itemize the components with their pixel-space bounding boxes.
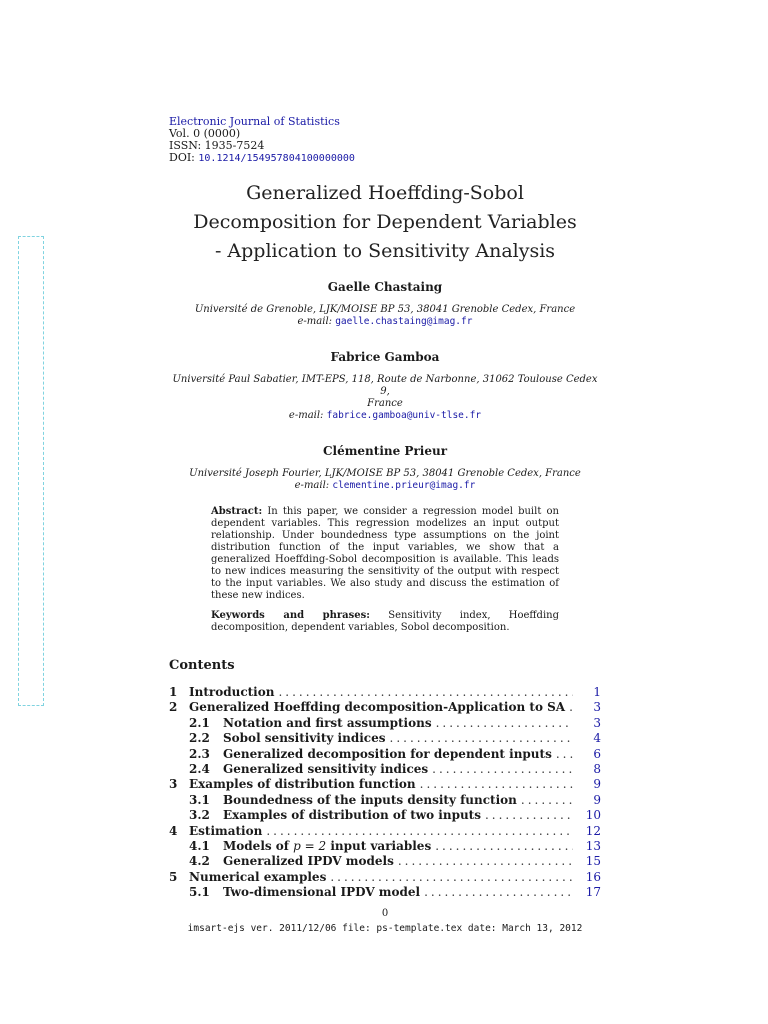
author-affiliation: Université Paul Sabatier, IMT-EPS, 118, Route de Narbonne, 31062 Toulouse Cedex 9, bbox=[172, 374, 598, 397]
toc-page-link[interactable]: 3 bbox=[593, 700, 601, 715]
toc-page-link[interactable]: 9 bbox=[593, 792, 601, 807]
toc-number: 2.4 bbox=[189, 761, 210, 776]
toc-page-link[interactable]: 12 bbox=[585, 823, 601, 838]
author-email bbox=[169, 410, 601, 422]
toc-page-link[interactable]: 8 bbox=[593, 761, 601, 776]
toc-title-math: p = 2 bbox=[293, 838, 327, 853]
paper-title bbox=[169, 179, 601, 266]
author-affiliation: Université Joseph Fourier, LJK/MOISE BP 53, 38041 Grenoble Cedex, France bbox=[189, 468, 581, 479]
toc-number: 4 bbox=[169, 823, 178, 838]
doi-label: DOI: bbox=[169, 151, 199, 164]
toc-page-link[interactable]: 16 bbox=[585, 869, 601, 884]
toc-number: 2 bbox=[169, 700, 178, 715]
toc-number: 2.3 bbox=[189, 746, 210, 761]
toc-page-link[interactable]: 13 bbox=[585, 838, 601, 853]
toc-number: 4.2 bbox=[189, 854, 210, 869]
toc-number: 3 bbox=[169, 777, 178, 792]
email-link[interactable]: fabrice.gamboa@univ-tlse.fr bbox=[326, 410, 482, 421]
toc-title-pre: Models of bbox=[223, 838, 294, 853]
doi-link[interactable]: 10.1214/154957804100000000 bbox=[198, 153, 355, 164]
toc-number: 1 bbox=[169, 685, 178, 699]
toc-entry-3[interactable] bbox=[169, 777, 601, 792]
toc-leader bbox=[424, 885, 573, 900]
author-email bbox=[169, 480, 601, 492]
toc-leader bbox=[435, 839, 573, 854]
toc-leader bbox=[266, 824, 573, 839]
email-label: e-mail: bbox=[288, 410, 324, 421]
toc-leader bbox=[521, 793, 573, 808]
toc-title: Introduction bbox=[189, 685, 275, 699]
table-of-contents bbox=[169, 685, 601, 900]
toc-entry-1[interactable] bbox=[169, 685, 601, 700]
toc-page-link[interactable]: 1 bbox=[593, 685, 601, 699]
keywords bbox=[211, 610, 559, 634]
toc-number: 2.1 bbox=[189, 715, 210, 730]
toc-entry-2[interactable] bbox=[169, 700, 601, 715]
toc-entry-2-4[interactable] bbox=[169, 762, 601, 777]
author-name: Fabrice Gamboa bbox=[330, 350, 440, 364]
abstract-text: In this paper, we consider a regression model built on dependent variables. This regression modelizes an input output relationship. Under boundedness type assumptions on the joint distribution function of the input variables, we show that a generalized Hoeffding-Sobol decomposition is available. This leads to new indices measuring the sensitivity of the output with respect to the input variables. We also study and discuss the estimation of these new indices. bbox=[211, 506, 559, 601]
title-line-2: Decomposition for Dependent Variables bbox=[193, 211, 577, 233]
toc-leader bbox=[436, 716, 573, 731]
toc-number: 2.2 bbox=[189, 731, 210, 746]
toc-entry-2-2[interactable] bbox=[169, 731, 601, 746]
toc-number: 3.1 bbox=[189, 792, 210, 807]
author-block-3 bbox=[169, 444, 601, 492]
author-name: Gaelle Chastaing bbox=[327, 280, 443, 294]
toc-title: Notation and first assumptions bbox=[223, 715, 432, 730]
margin-frame bbox=[18, 236, 44, 706]
toc-number: 4.1 bbox=[189, 838, 210, 853]
toc-leader bbox=[398, 854, 573, 869]
toc-leader bbox=[485, 808, 573, 823]
toc-page-link[interactable]: 17 bbox=[585, 885, 601, 900]
toc-leader bbox=[556, 747, 573, 762]
email-label: e-mail: bbox=[294, 480, 330, 491]
toc-leader bbox=[330, 870, 573, 885]
paper-page bbox=[169, 116, 601, 934]
toc-title-post: input variables bbox=[326, 838, 432, 853]
journal-header bbox=[169, 116, 601, 165]
email-link[interactable]: gaelle.chastaing@imag.fr bbox=[335, 316, 473, 327]
title-line-1: Generalized Hoeffding-Sobol bbox=[246, 182, 524, 204]
keywords-text: Sensitivity index, Hoeffding decomposition, dependent variables, Sobol decomposition. bbox=[211, 610, 559, 633]
toc-entry-5-1[interactable] bbox=[169, 885, 601, 900]
author-block-2 bbox=[169, 350, 601, 422]
toc-page-link[interactable]: 4 bbox=[593, 731, 601, 746]
toc-title bbox=[223, 839, 435, 854]
toc-page-link[interactable]: 15 bbox=[585, 854, 601, 869]
toc-entry-3-1[interactable] bbox=[169, 793, 601, 808]
author-affiliation-cont: France bbox=[367, 398, 403, 409]
toc-title: Generalized Hoeffding decomposition-Application to SA bbox=[189, 700, 566, 715]
journal-doi bbox=[169, 152, 601, 165]
email-link[interactable]: clementine.prieur@imag.fr bbox=[332, 480, 476, 491]
toc-number: 5 bbox=[169, 869, 178, 884]
toc-entry-2-1[interactable] bbox=[169, 716, 601, 731]
toc-title: Estimation bbox=[189, 823, 263, 838]
author-block-1 bbox=[169, 280, 601, 328]
toc-title: Generalized IPDV models bbox=[223, 854, 394, 869]
toc-title: Examples of distribution function bbox=[189, 777, 416, 792]
toc-page-link[interactable]: 9 bbox=[593, 777, 601, 792]
toc-page-link[interactable]: 6 bbox=[593, 746, 601, 761]
keywords-label: Keywords and phrases: bbox=[211, 610, 370, 621]
journal-name-link[interactable]: Electronic Journal of Statistics bbox=[169, 115, 340, 128]
title-line-3: - Application to Sensitivity Analysis bbox=[214, 240, 556, 262]
journal-issn: ISSN: 1935-7524 bbox=[169, 139, 265, 152]
toc-number: 3.2 bbox=[189, 808, 210, 823]
author-email bbox=[169, 316, 601, 328]
email-label: e-mail: bbox=[297, 316, 333, 327]
toc-entry-5[interactable] bbox=[169, 870, 601, 885]
toc-title: Examples of distribution of two inputs bbox=[223, 808, 481, 823]
toc-title: Generalized decomposition for dependent inputs bbox=[223, 746, 552, 761]
toc-entry-2-3[interactable] bbox=[169, 747, 601, 762]
abstract bbox=[211, 506, 559, 602]
toc-page-link[interactable]: 10 bbox=[585, 808, 601, 823]
toc-entry-4-2[interactable] bbox=[169, 854, 601, 869]
toc-entry-4[interactable] bbox=[169, 824, 601, 839]
toc-leader bbox=[420, 777, 573, 792]
contents-heading: Contents bbox=[169, 658, 235, 673]
toc-title: Two-dimensional IPDV model bbox=[223, 885, 421, 900]
toc-title: Sobol sensitivity indices bbox=[223, 731, 386, 746]
abstract-label: Abstract: bbox=[211, 506, 263, 517]
page-footer: imsart-ejs ver. 2011/12/06 file: ps-template.tex date: March 13, 2012 bbox=[187, 923, 583, 935]
toc-title: Generalized sensitivity indices bbox=[223, 761, 429, 776]
toc-leader bbox=[432, 762, 573, 777]
toc-page-link[interactable]: 3 bbox=[593, 715, 601, 730]
toc-leader bbox=[278, 685, 573, 700]
toc-number: 5.1 bbox=[189, 885, 210, 900]
author-affiliation: Université de Grenoble, LJK/MOISE BP 53, 38041 Grenoble Cedex, France bbox=[194, 304, 576, 315]
page-number: 0 bbox=[381, 908, 389, 920]
toc-title: Boundedness of the inputs density function bbox=[223, 792, 517, 807]
journal-volume: Vol. 0 (0000) bbox=[169, 127, 241, 140]
toc-leader bbox=[390, 731, 574, 746]
toc-entry-3-2[interactable] bbox=[169, 808, 601, 823]
author-name: Clémentine Prieur bbox=[322, 444, 448, 458]
toc-entry-4-1[interactable] bbox=[169, 839, 601, 854]
toc-title: Numerical examples bbox=[189, 869, 327, 884]
